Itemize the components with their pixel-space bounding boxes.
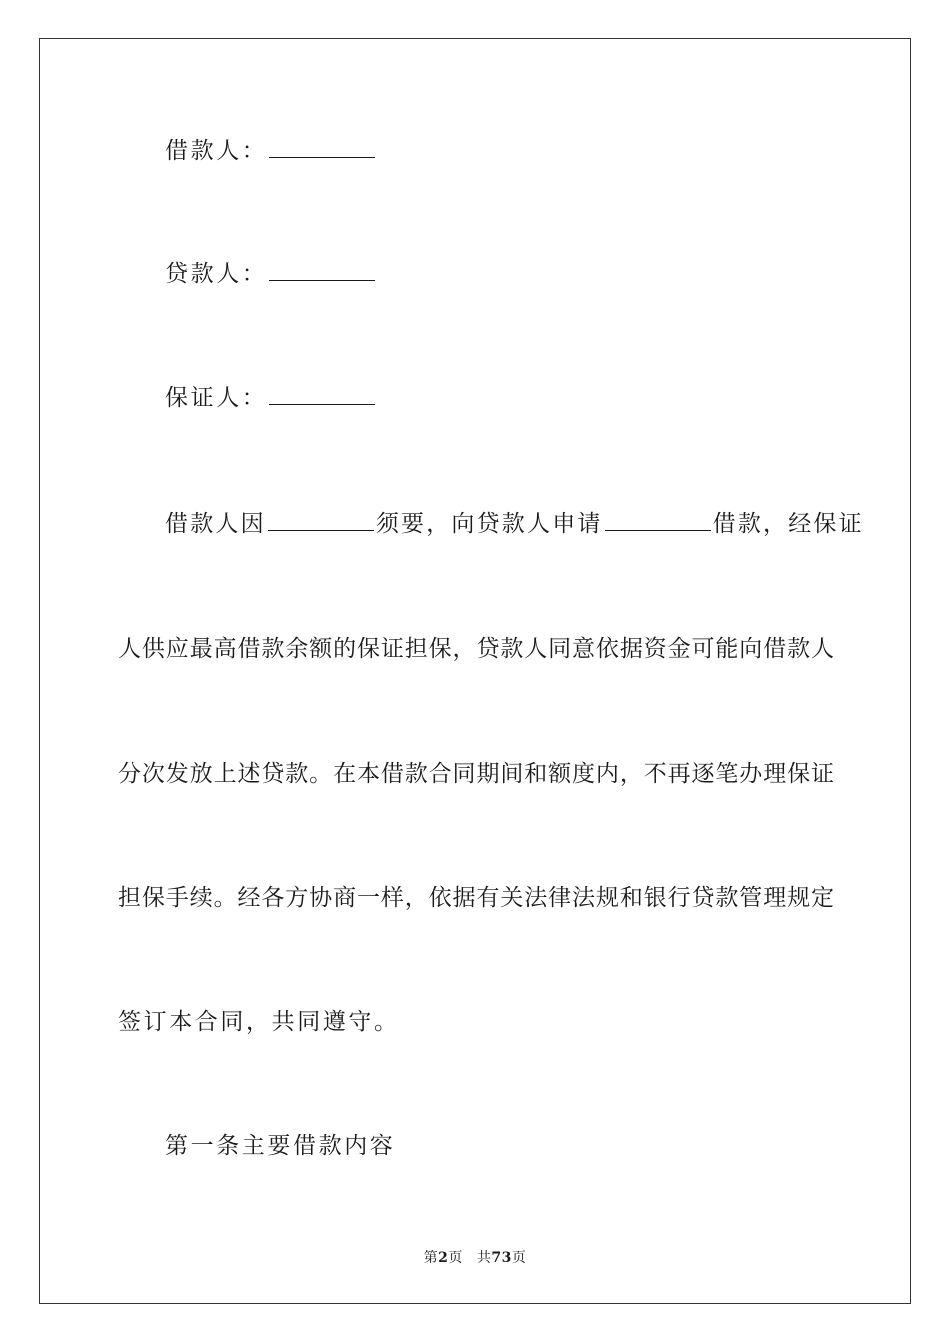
footer-total-prefix: 共 [476,1250,492,1266]
footer-page-number: 2 [438,1250,449,1266]
guarantor-label: 保证人： [165,385,268,411]
paragraph-line-4: 担保手续。经各方协商一样，依据有关法律法规和银行贷款管理规定 [118,885,834,911]
reason-blank [268,512,374,531]
guarantor-blank [269,386,375,405]
guarantor-line [165,383,377,413]
lender-blank [269,262,375,281]
footer-page-prefix: 第 [423,1250,439,1266]
article-1-heading: 第一条主要借款内容 [165,1133,396,1159]
borrower-line [165,136,377,166]
footer-page-suffix: 页 [448,1250,463,1266]
lender-line [165,259,377,289]
borrower-blank [269,139,375,158]
paragraph-line-1 [165,509,864,539]
lender-label: 贷款人： [165,261,268,287]
paragraph-line-3: 分次发放上述贷款。在本借款合同期间和额度内，不再逐笔办理保证 [118,761,834,787]
para1-text-c: 借款，经保证 [712,511,864,537]
footer-total-suffix: 页 [511,1250,527,1266]
page-footer [0,1247,950,1267]
amount-blank [605,512,711,531]
para1-text-a: 借款人因 [165,511,266,537]
borrower-label: 借款人： [165,138,268,164]
paragraph-line-2: 人供应最高借款余额的保证担保，贷款人同意依据资金可能向借款人 [118,636,834,662]
paragraph-line-5: 签订本合同，共同遵守。 [118,1009,400,1035]
para1-text-b: 须要，向贷款人申请 [375,511,603,537]
footer-total-pages: 73 [491,1250,512,1266]
page-border [39,38,911,1304]
